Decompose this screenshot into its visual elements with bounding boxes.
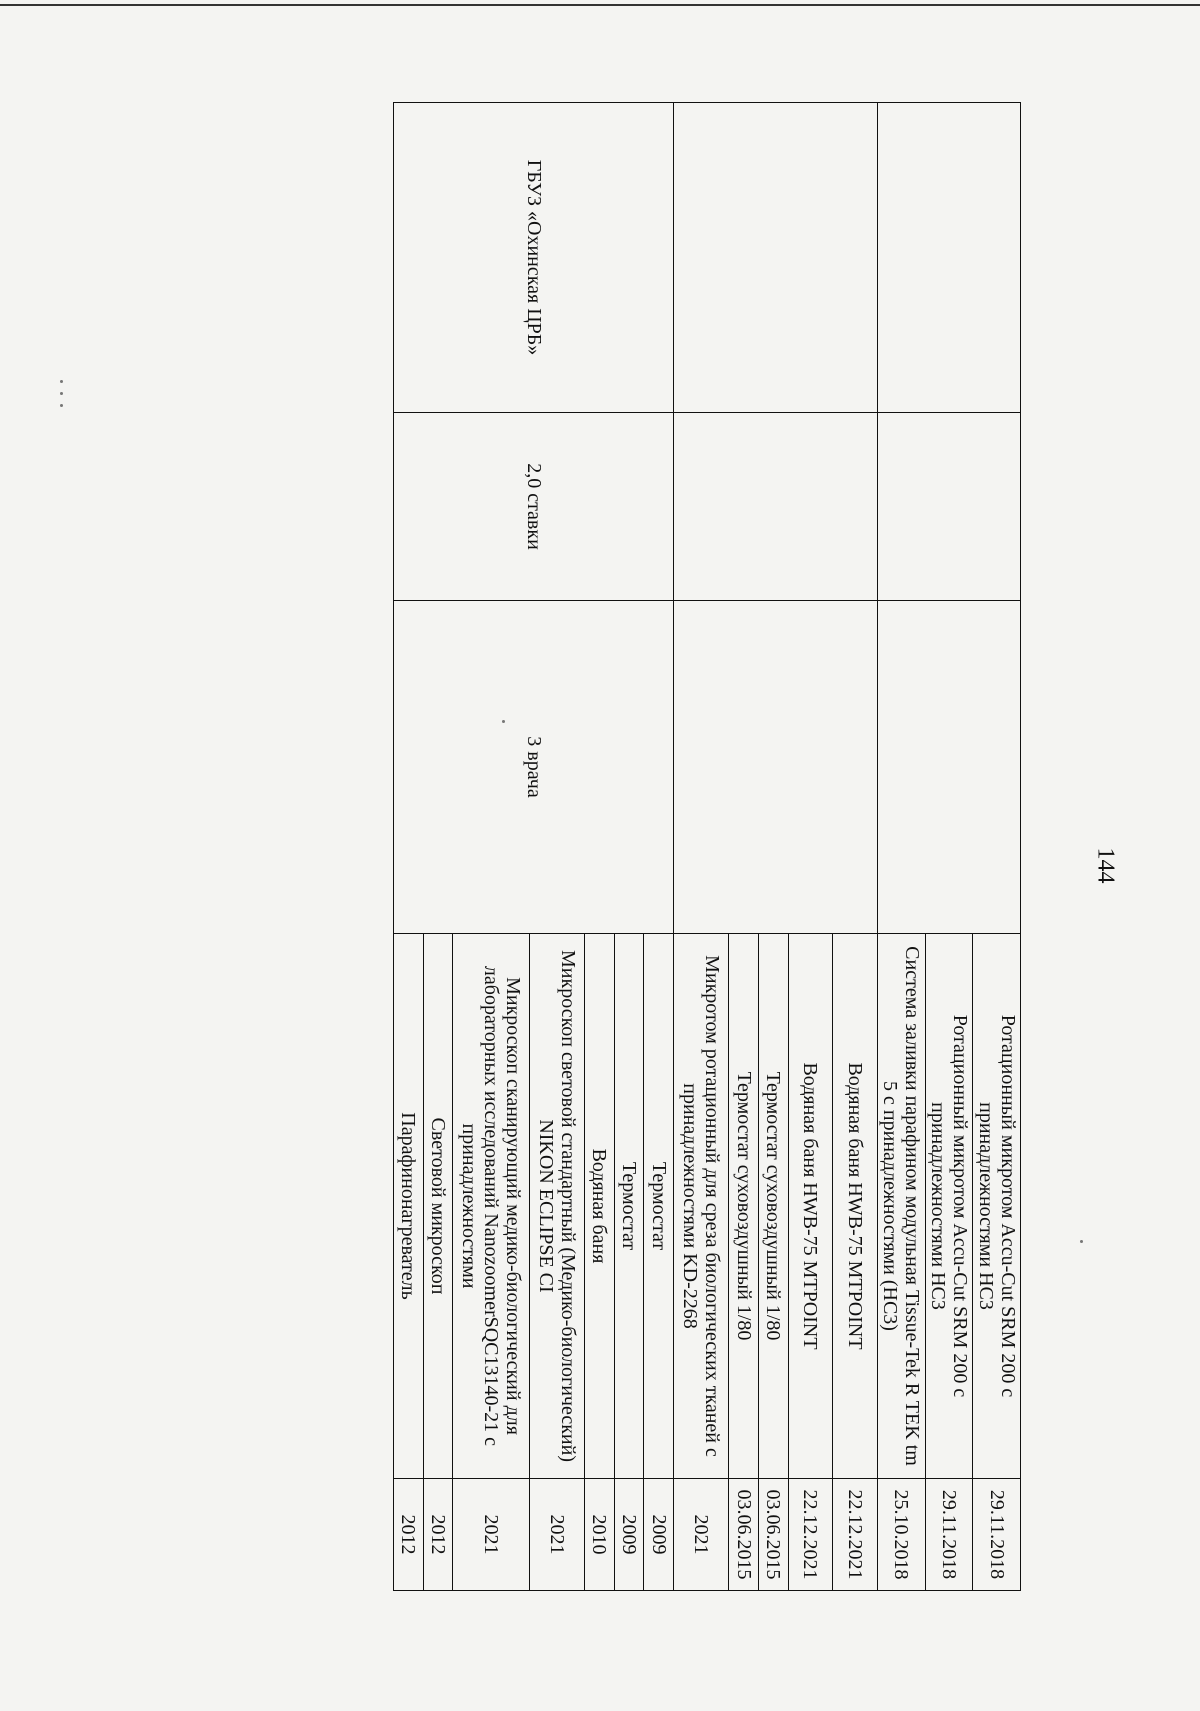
scan-speck <box>1080 1240 1083 1243</box>
equipment-name-cell: Парафинонагреватель <box>394 934 424 1479</box>
equipment-date-cell: 2021 <box>674 1479 729 1591</box>
equipment-table <box>393 102 1021 1591</box>
empty-cell <box>674 413 878 601</box>
equipment-name-cell: Термостат суховоздушный 1/80 <box>759 934 789 1479</box>
equipment-name-cell: Световой микроскоп <box>423 934 453 1479</box>
equipment-date-cell: 22.12.2021 <box>788 1479 833 1591</box>
scan-speck <box>60 380 63 383</box>
equipment-date-cell: 2010 <box>585 1479 615 1591</box>
equipment-date-cell: 03.06.2015 <box>729 1479 759 1591</box>
equipment-name-cell: Водяная баня HWB-75 MTPOINT <box>788 934 833 1479</box>
equipment-date-cell: 25.10.2018 <box>877 1479 925 1591</box>
equipment-date-cell: 2021 <box>453 1479 529 1591</box>
empty-cell <box>877 413 1020 601</box>
document-table <box>393 102 1021 1590</box>
page-number: 144 <box>1092 847 1119 884</box>
equipment-date-cell: 2012 <box>423 1479 453 1591</box>
table-row <box>973 103 1021 1591</box>
empty-cell <box>674 601 878 934</box>
equipment-name-cell: Водяная баня <box>585 934 615 1479</box>
equipment-name-cell: Микроскоп световой стандартный (Медико-биологический) NIKON ECLIPSE CI <box>529 934 584 1479</box>
empty-cell <box>877 103 1020 413</box>
facility-cell: ГБУЗ «Охинская ЦРБ» <box>394 103 674 413</box>
equipment-name-cell: Термостат <box>644 934 674 1479</box>
equipment-date-cell: 2021 <box>529 1479 584 1591</box>
equipment-name-cell: Термостат <box>614 934 644 1479</box>
equipment-date-cell: 03.06.2015 <box>759 1479 789 1591</box>
equipment-name-cell: Система заливки парафином модульная Tissue-Tek R TEK tm 5 с принадлежностями (НС3) <box>877 934 925 1479</box>
equipment-date-cell: 29.11.2018 <box>925 1479 973 1591</box>
equipment-name-cell: Термостат суховоздушный 1/80 <box>729 934 759 1479</box>
scan-edge-line <box>0 4 1200 6</box>
equipment-date-cell: 29.11.2018 <box>973 1479 1021 1591</box>
equipment-name-cell: Водяная баня HWB-75 MTPOINT <box>833 934 878 1479</box>
table-row <box>833 103 878 1591</box>
staff-cell: 3 врача <box>394 601 674 934</box>
equipment-name-cell: Микротом ротационный для среза биологических тканей с принадлежностями KD-2268 <box>674 934 729 1479</box>
equipment-date-cell: 2009 <box>644 1479 674 1591</box>
table-row <box>644 103 674 1591</box>
equipment-date-cell: 22.12.2021 <box>833 1479 878 1591</box>
rate-cell: 2,0 ставки <box>394 413 674 601</box>
equipment-name-cell: Ротационный микротом Accu-Cut SRM 200 с принадлежностями НС3 <box>925 934 973 1479</box>
scan-speck <box>60 392 63 395</box>
scan-speck <box>60 404 63 407</box>
equipment-date-cell: 2009 <box>614 1479 644 1591</box>
empty-cell <box>674 103 878 413</box>
equipment-name-cell: Микроскоп сканирующий медико-биологический для лабораторных исследований NanozoomerSQC13140-21 с принадлежностями <box>453 934 529 1479</box>
equipment-name-cell: Ротационный микротом Accu-Cut SRM 200 с принадлежностями НС3 <box>973 934 1021 1479</box>
empty-cell <box>877 601 1020 934</box>
equipment-date-cell: 2012 <box>394 1479 424 1591</box>
